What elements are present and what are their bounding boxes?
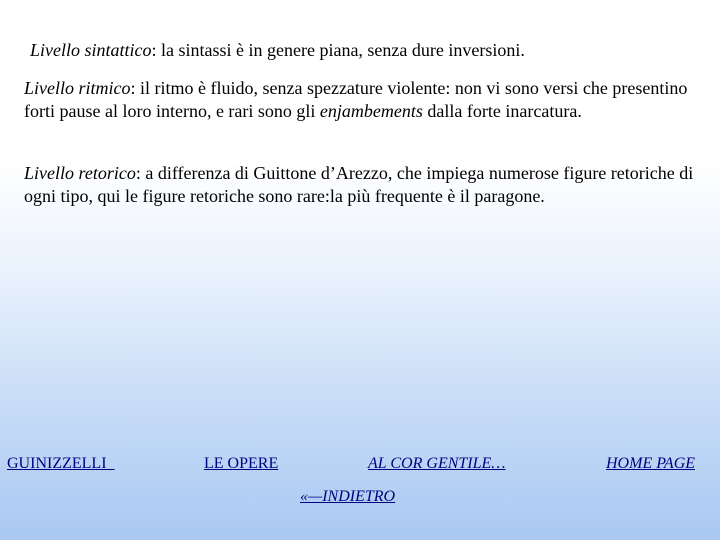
- nav-link-le-opere[interactable]: LE OPERE: [204, 455, 279, 472]
- rhetorical-level-label: Livello retorico: [24, 163, 136, 183]
- nav-link-home-page[interactable]: HOME PAGE: [606, 455, 696, 472]
- nav-link-guinizzelli[interactable]: GUINIZZELLI: [7, 455, 115, 472]
- rhetorical-level-text: : a differenza di Guittone d’Arezzo, che impiega numerose figure retoriche di ogni tipo, qui le figure retoriche sono rare:la più frequente è il paragone.: [24, 163, 694, 206]
- paragraph-rhetorical-level: [24, 162, 704, 208]
- rhythmic-level-emphasis: enjambements: [319, 101, 423, 121]
- paragraph-rhythmic-level: [24, 77, 704, 123]
- rhythmic-level-text-before: : il ritmo è fluido, senza spezzature violente: non vi sono versi che presentino forti pause al loro interno, e rari sono gli: [24, 78, 688, 121]
- rhythmic-level-text-after: dalla forte inarcatura.: [422, 101, 582, 121]
- syntactic-level-text: : la sintassi è in genere piana, senza dure inversioni.: [151, 40, 525, 60]
- paragraph-syntactic-level: [30, 39, 710, 62]
- syntactic-level-label: Livello sintattico: [30, 40, 152, 60]
- rhythmic-level-label: Livello ritmico: [24, 78, 131, 98]
- nav-link-back[interactable]: «—INDIETRO: [300, 488, 396, 505]
- nav-link-al-cor-gentile[interactable]: AL COR GENTILE…: [368, 455, 506, 472]
